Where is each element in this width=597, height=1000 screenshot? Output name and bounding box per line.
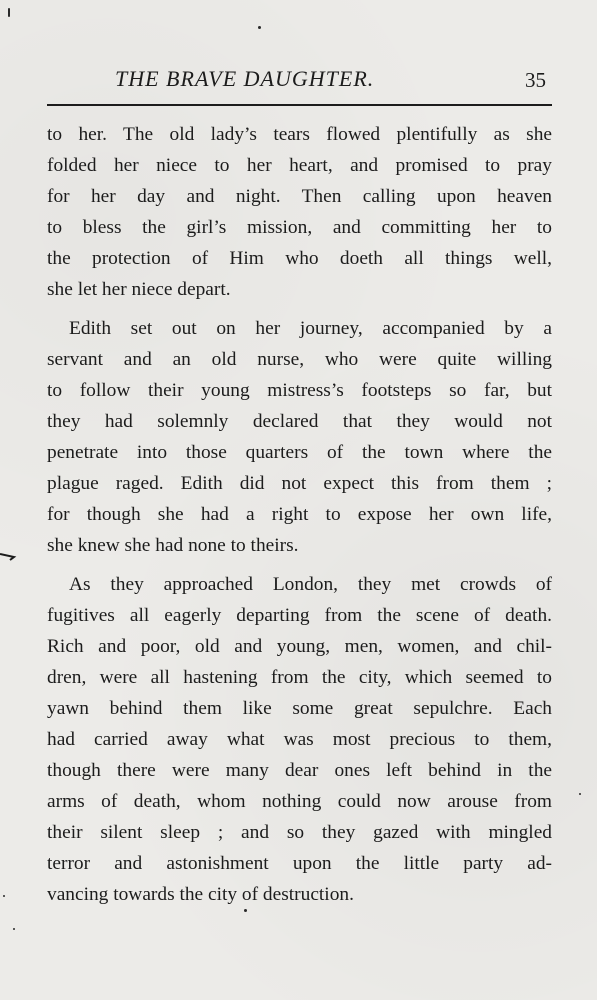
text-line: for her day and night. Then calling upon heaven xyxy=(47,186,552,207)
running-title: THE BRAVE DAUGHTER. xyxy=(115,66,375,91)
text-line: plague raged. Edith did not expect this from them ; xyxy=(47,473,552,494)
header-rule xyxy=(47,104,552,106)
text-line: to bless the girl’s mission, and committing her to xyxy=(47,217,552,238)
scan-speck xyxy=(3,895,5,897)
text-line: had carried away what was most precious to them, xyxy=(47,729,552,750)
text-line: Rich and poor, old and young, men, women, and chil- xyxy=(47,636,552,657)
running-head xyxy=(47,60,552,104)
text-line: terror and astonishment upon the little party ad- xyxy=(47,853,552,874)
paragraph xyxy=(47,119,552,305)
text-line: to her. The old lady’s tears flowed plentifully as she xyxy=(47,124,552,145)
page-number: 35 xyxy=(525,68,546,92)
text-line: though there were many dear ones left behind in the xyxy=(47,760,552,781)
text-line: fugitives all eagerly departing from the scene of death. xyxy=(47,605,552,626)
text-line: their silent sleep ; and so they gazed with mingled xyxy=(47,822,552,843)
text-line: folded her niece to her heart, and promised to pray xyxy=(47,155,552,176)
text-line: to follow their young mistress’s footsteps so far, but xyxy=(47,380,552,401)
scan-speck xyxy=(579,793,581,795)
scan-speck xyxy=(244,909,247,912)
text-line: yawn behind them like some great sepulchre. Each xyxy=(47,698,552,719)
text-line: servant and an old nurse, who were quite willing xyxy=(47,349,552,370)
scan-speck xyxy=(13,928,15,930)
scan-speck xyxy=(258,26,261,29)
paragraph xyxy=(47,569,552,910)
paragraph xyxy=(47,313,552,561)
margin-arrow-mark xyxy=(0,551,20,563)
text-line: for though she had a right to expose her own life, xyxy=(47,504,552,525)
text-line: arms of death, whom nothing could now arouse from xyxy=(47,791,552,812)
text-line: penetrate into those quarters of the town where the xyxy=(47,442,552,463)
text-line: she knew she had none to theirs. xyxy=(47,535,299,556)
text-line: As they approached London, they met crowds of xyxy=(69,574,552,595)
text-line: the protection of Him who doeth all things well, xyxy=(47,248,552,269)
text-line: vancing towards the city of destruction. xyxy=(47,884,354,905)
body-text xyxy=(47,119,552,918)
text-line: Edith set out on her journey, accompanied by a xyxy=(69,318,552,339)
text-line: dren, were all hastening from the city, which seemed to xyxy=(47,667,552,688)
text-line: they had solemnly declared that they would not xyxy=(47,411,552,432)
scan-speck xyxy=(8,8,10,17)
text-line: she let her niece depart. xyxy=(47,279,231,300)
